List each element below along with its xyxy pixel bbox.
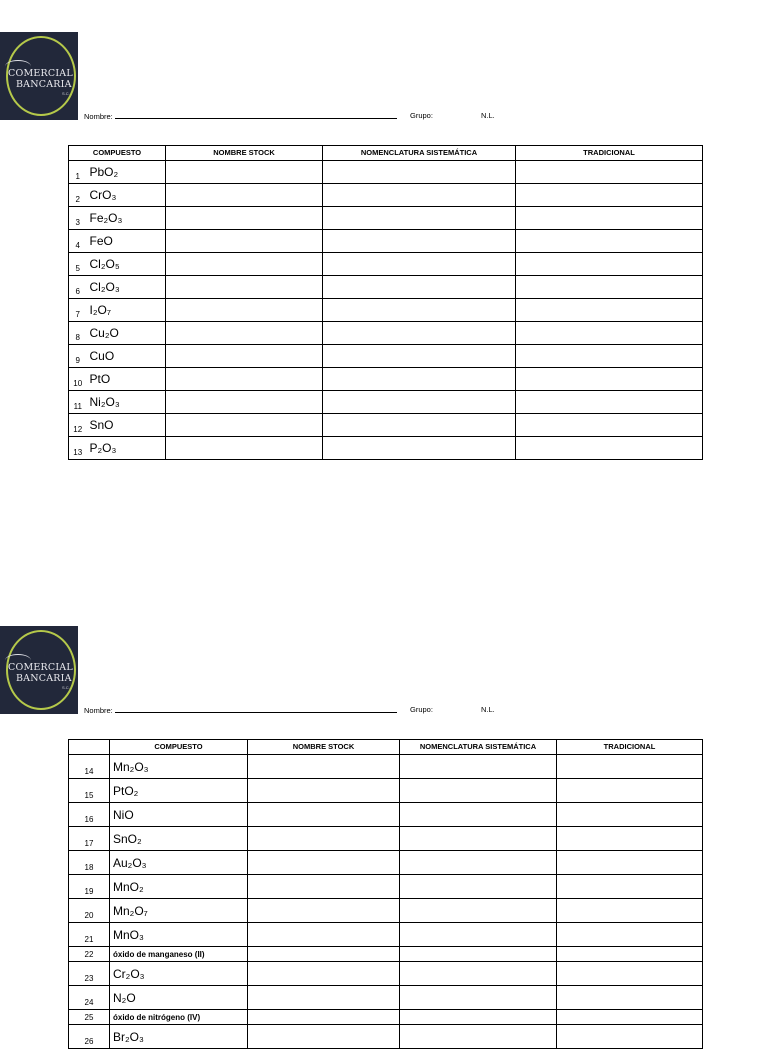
name-label: Nombre:	[84, 112, 113, 121]
traditional-cell[interactable]	[516, 345, 703, 368]
traditional-cell[interactable]	[516, 391, 703, 414]
table-row	[69, 207, 703, 230]
row-number: 24	[69, 986, 110, 1010]
stock-name-cell[interactable]	[166, 414, 323, 437]
compound-formula: CrO₃	[87, 184, 166, 207]
compound-formula: SnO₂	[110, 827, 248, 851]
traditional-cell[interactable]	[557, 779, 703, 803]
table-row	[69, 875, 703, 899]
stock-name-cell[interactable]	[166, 253, 323, 276]
systematic-cell[interactable]	[400, 923, 557, 947]
row-number: 26	[69, 1025, 110, 1049]
systematic-cell[interactable]	[400, 947, 557, 962]
traditional-cell[interactable]	[516, 322, 703, 345]
table-row	[69, 923, 703, 947]
logo-text-line1: COMERCIAL	[8, 68, 73, 79]
compound-name: óxido de nitrógeno (IV)	[110, 1010, 248, 1025]
table-row	[69, 755, 703, 779]
stock-name-cell[interactable]	[166, 276, 323, 299]
stock-name-cell[interactable]	[248, 986, 400, 1010]
header-nomenclatura-sistematica: NOMENCLATURA SISTEMÁTICA	[323, 146, 516, 161]
systematic-cell[interactable]	[400, 899, 557, 923]
systematic-cell[interactable]	[400, 827, 557, 851]
name-blank[interactable]	[115, 705, 397, 713]
systematic-cell[interactable]	[323, 184, 516, 207]
table-row	[69, 899, 703, 923]
table-row	[69, 962, 703, 986]
traditional-cell[interactable]	[516, 276, 703, 299]
traditional-cell[interactable]	[557, 1025, 703, 1049]
header-nombre-stock: NOMBRE STOCK	[248, 740, 400, 755]
logo-text-line2: BANCARIA	[16, 673, 72, 684]
table-row	[69, 1025, 703, 1049]
systematic-cell[interactable]	[323, 322, 516, 345]
row-number: 20	[69, 899, 110, 923]
header-compuesto: COMPUESTO	[110, 740, 248, 755]
traditional-cell[interactable]	[557, 755, 703, 779]
systematic-cell[interactable]	[400, 803, 557, 827]
systematic-cell[interactable]	[323, 276, 516, 299]
stock-name-cell[interactable]	[166, 299, 323, 322]
traditional-cell[interactable]	[557, 962, 703, 986]
systematic-cell[interactable]	[400, 1025, 557, 1049]
systematic-cell[interactable]	[323, 437, 516, 460]
compound-formula: Cl₂O₅	[87, 253, 166, 276]
traditional-cell[interactable]	[516, 207, 703, 230]
table-row	[69, 368, 703, 391]
compound-formula: FeO	[87, 230, 166, 253]
row-number: 15	[69, 779, 110, 803]
row-number: 13	[69, 437, 87, 460]
row-number: 11	[69, 391, 87, 414]
traditional-cell[interactable]	[516, 414, 703, 437]
compound-formula: P₂O₃	[87, 437, 166, 460]
systematic-cell[interactable]	[400, 755, 557, 779]
systematic-cell[interactable]	[323, 253, 516, 276]
compound-formula: PtO₂	[110, 779, 248, 803]
compound-name: óxido de manganeso (II)	[110, 947, 248, 962]
systematic-cell[interactable]	[400, 962, 557, 986]
compound-formula: Br₂O₃	[110, 1025, 248, 1049]
systematic-cell[interactable]	[400, 875, 557, 899]
systematic-cell[interactable]	[323, 299, 516, 322]
logo-text-line2: BANCARIA	[16, 79, 72, 90]
traditional-cell[interactable]	[557, 851, 703, 875]
table-row	[69, 437, 703, 460]
compound-formula: CuO	[87, 345, 166, 368]
systematic-cell[interactable]	[400, 779, 557, 803]
row-number: 6	[69, 276, 87, 299]
systematic-cell[interactable]	[400, 1010, 557, 1025]
stock-name-cell[interactable]	[166, 207, 323, 230]
stock-name-cell[interactable]	[248, 875, 400, 899]
worksheet-table-1	[68, 145, 703, 460]
systematic-cell[interactable]	[323, 368, 516, 391]
header-row	[69, 740, 703, 755]
row-number: 22	[69, 947, 110, 962]
compound-formula: Au₂O₃	[110, 851, 248, 875]
traditional-cell[interactable]	[516, 368, 703, 391]
stock-name-cell[interactable]	[248, 803, 400, 827]
row-number: 19	[69, 875, 110, 899]
row-number: 25	[69, 1010, 110, 1025]
traditional-cell[interactable]	[516, 230, 703, 253]
traditional-cell[interactable]	[557, 1010, 703, 1025]
table-row	[69, 161, 703, 184]
systematic-cell[interactable]	[323, 230, 516, 253]
systematic-cell[interactable]	[400, 851, 557, 875]
compound-formula: Mn₂O₇	[110, 899, 248, 923]
row-number: 2	[69, 184, 87, 207]
stock-name-cell[interactable]	[248, 1025, 400, 1049]
name-label: Nombre:	[84, 706, 113, 715]
row-number: 23	[69, 962, 110, 986]
list-number-label: N.L.	[481, 111, 495, 120]
row-number: 1	[69, 161, 87, 184]
stock-name-cell[interactable]	[166, 230, 323, 253]
compound-formula: Cr₂O₃	[110, 962, 248, 986]
traditional-cell[interactable]	[557, 947, 703, 962]
row-number: 7	[69, 299, 87, 322]
table-row	[69, 851, 703, 875]
list-number-label: N.L.	[481, 705, 495, 714]
stock-name-cell[interactable]	[248, 899, 400, 923]
compound-formula: Cu₂O	[87, 322, 166, 345]
compound-formula: PtO	[87, 368, 166, 391]
compound-formula: MnO₃	[110, 923, 248, 947]
traditional-cell[interactable]	[516, 184, 703, 207]
school-logo	[0, 626, 78, 714]
stock-name-cell[interactable]	[248, 755, 400, 779]
logo-text-line1: COMERCIAL	[8, 662, 73, 673]
group-label: Grupo:	[410, 705, 433, 714]
header-tradicional: TRADICIONAL	[516, 146, 703, 161]
row-number: 16	[69, 803, 110, 827]
table-row	[69, 299, 703, 322]
table-row	[69, 230, 703, 253]
table-row	[69, 391, 703, 414]
stock-name-cell[interactable]	[248, 851, 400, 875]
header-number	[69, 740, 110, 755]
table-row	[69, 803, 703, 827]
table-row	[69, 184, 703, 207]
systematic-cell[interactable]	[400, 986, 557, 1010]
header-tradicional: TRADICIONAL	[557, 740, 703, 755]
compound-formula: Ni₂O₃	[87, 391, 166, 414]
row-number: 5	[69, 253, 87, 276]
compound-formula: Fe₂O₃	[87, 207, 166, 230]
header-compuesto: COMPUESTO	[69, 146, 166, 161]
header-nomenclatura-sistematica: NOMENCLATURA SISTEMÁTICA	[400, 740, 557, 755]
name-blank[interactable]	[115, 111, 397, 119]
compound-formula: MnO₂	[110, 875, 248, 899]
table-row	[69, 947, 703, 962]
systematic-cell[interactable]	[323, 161, 516, 184]
row-number: 12	[69, 414, 87, 437]
compound-formula: Cl₂O₃	[87, 276, 166, 299]
school-logo	[0, 32, 78, 120]
compound-formula: SnO	[87, 414, 166, 437]
stock-name-cell[interactable]	[248, 1010, 400, 1025]
table-row	[69, 276, 703, 299]
compound-formula: PbO₂	[87, 161, 166, 184]
table-row	[69, 322, 703, 345]
traditional-cell[interactable]	[516, 437, 703, 460]
stock-name-cell[interactable]	[248, 923, 400, 947]
row-number: 9	[69, 345, 87, 368]
stock-name-cell[interactable]	[166, 161, 323, 184]
table-row	[69, 986, 703, 1010]
worksheet-table-2	[68, 739, 703, 1049]
stock-name-cell[interactable]	[166, 437, 323, 460]
table-row	[69, 253, 703, 276]
systematic-cell[interactable]	[323, 414, 516, 437]
group-label: Grupo:	[410, 111, 433, 120]
student-info-line	[84, 705, 495, 715]
student-info-line	[84, 111, 495, 121]
row-number: 3	[69, 207, 87, 230]
compound-formula: I₂O₇	[87, 299, 166, 322]
compound-formula: NiO	[110, 803, 248, 827]
traditional-cell[interactable]	[516, 299, 703, 322]
traditional-cell[interactable]	[557, 986, 703, 1010]
logo-text-tiny: S.C.	[62, 685, 70, 690]
stock-name-cell[interactable]	[248, 962, 400, 986]
table-row	[69, 414, 703, 437]
stock-name-cell[interactable]	[166, 391, 323, 414]
table-row	[69, 1010, 703, 1025]
row-number: 10	[69, 368, 87, 391]
row-number: 14	[69, 755, 110, 779]
header-row	[69, 146, 703, 161]
compound-formula: Mn₂O₃	[110, 755, 248, 779]
stock-name-cell[interactable]	[166, 345, 323, 368]
stock-name-cell[interactable]	[248, 779, 400, 803]
table-row	[69, 779, 703, 803]
stock-name-cell[interactable]	[166, 322, 323, 345]
table-row	[69, 827, 703, 851]
traditional-cell[interactable]	[516, 161, 703, 184]
header-nombre-stock: NOMBRE STOCK	[166, 146, 323, 161]
row-number: 21	[69, 923, 110, 947]
traditional-cell[interactable]	[557, 875, 703, 899]
stock-name-cell[interactable]	[248, 827, 400, 851]
row-number: 17	[69, 827, 110, 851]
row-number: 8	[69, 322, 87, 345]
logo-text-tiny: S.C.	[62, 91, 70, 96]
compound-formula: N₂O	[110, 986, 248, 1010]
systematic-cell[interactable]	[323, 391, 516, 414]
row-number: 4	[69, 230, 87, 253]
stock-name-cell[interactable]	[248, 947, 400, 962]
row-number: 18	[69, 851, 110, 875]
traditional-cell[interactable]	[516, 253, 703, 276]
table-row	[69, 345, 703, 368]
traditional-cell[interactable]	[557, 803, 703, 827]
stock-name-cell[interactable]	[166, 184, 323, 207]
stock-name-cell[interactable]	[166, 368, 323, 391]
traditional-cell[interactable]	[557, 923, 703, 947]
traditional-cell[interactable]	[557, 899, 703, 923]
systematic-cell[interactable]	[323, 207, 516, 230]
systematic-cell[interactable]	[323, 345, 516, 368]
traditional-cell[interactable]	[557, 827, 703, 851]
